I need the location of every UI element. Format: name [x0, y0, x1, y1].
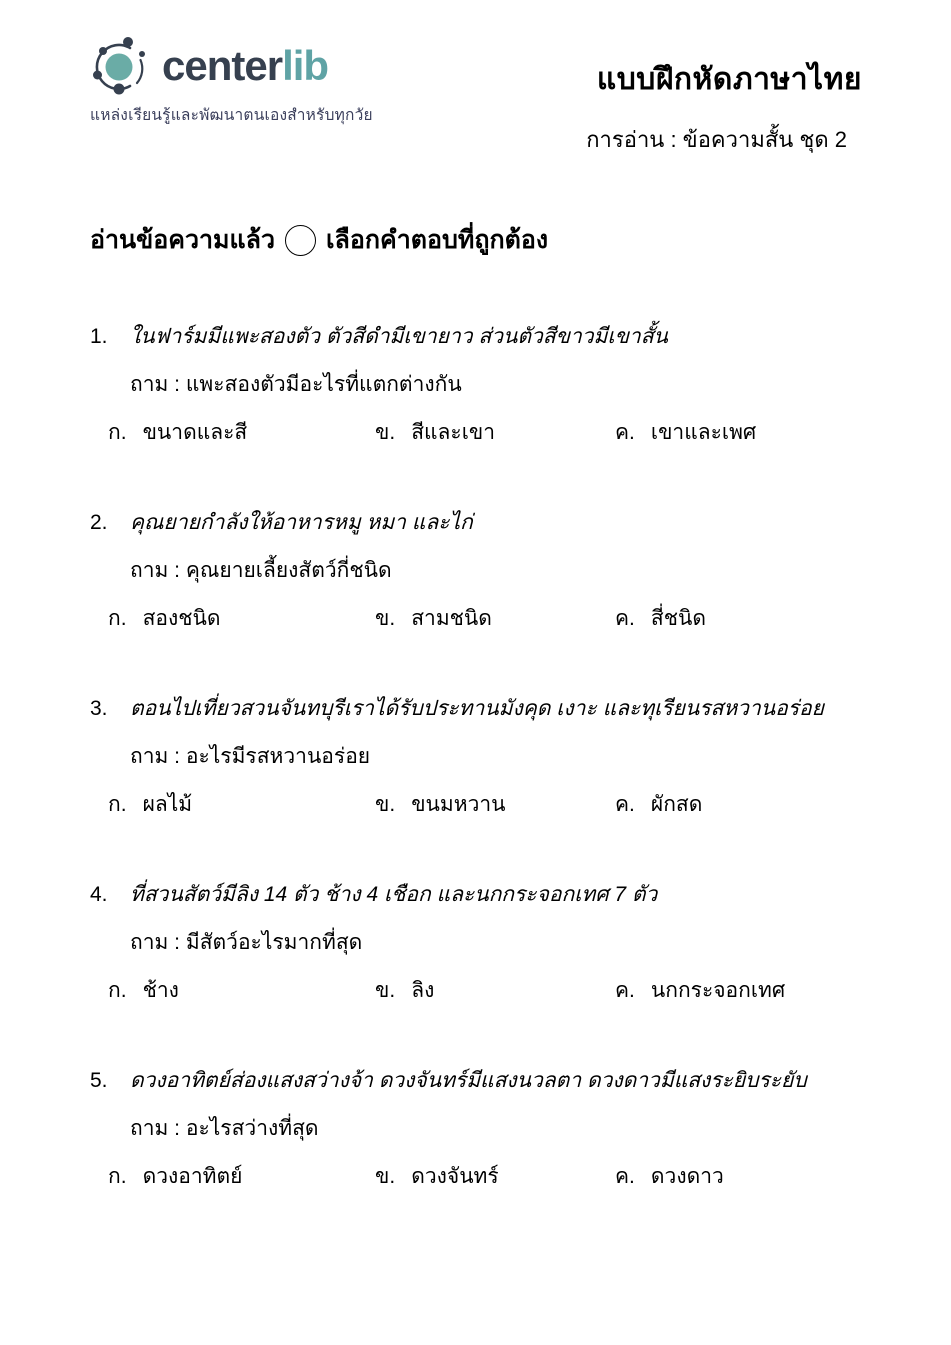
choice-b: [375, 790, 615, 820]
choice-label: ข.: [375, 607, 396, 630]
choice-label: ก.: [108, 1165, 127, 1188]
choice-a: [108, 418, 375, 448]
choice-c: [615, 418, 756, 448]
question-prompt: ถาม : อะไรสว่างที่สุด: [130, 1117, 319, 1140]
choice-a: [108, 976, 375, 1006]
choice-label: ก.: [108, 421, 127, 444]
question-prompt: ถาม : อะไรมีรสหวานอร่อย: [130, 745, 371, 768]
choice-label: ค.: [615, 979, 635, 1002]
question-5: [90, 1066, 901, 1192]
choice-text: ดวงจันทร์: [411, 1165, 499, 1188]
choice-text: ลิง: [411, 979, 435, 1002]
instruction-prefix: อ่านข้อความแล้ว: [90, 226, 275, 254]
brand-tagline: แหล่งเรียนรู้และพัฒนาตนเองสำหรับทุกวัย: [90, 107, 373, 124]
choice-b: [375, 1162, 615, 1192]
choice-text: สีและเขา: [411, 421, 496, 444]
question-2: [90, 508, 901, 634]
choice-text: ขนมหวาน: [411, 793, 506, 816]
choice-text: ผลไม้: [142, 793, 193, 816]
question-list: [90, 322, 901, 1252]
choice-c: [615, 790, 702, 820]
choices-row: [90, 1162, 901, 1192]
question-passage: คุณยายกำลังให้อาหารหมู หมา และไก่: [130, 511, 473, 534]
question-prompt: ถาม : มีสัตว์อะไรมากที่สุด: [130, 931, 363, 954]
document-subtitle: การอ่าน : ข้อความสั้น ชุด 2: [586, 127, 847, 152]
choices-row: [90, 418, 901, 448]
question-passage: ดวงอาทิตย์ส่องแสงสว่างจ้า ดวงจันทร์มีแสงนวลตา ดวงดาวมีแสงระยิบระยับ: [130, 1069, 807, 1092]
choice-a: [108, 604, 375, 634]
choice-text: นกกระจอกเทศ: [650, 979, 786, 1002]
choice-text: สามชนิด: [411, 607, 492, 630]
choice-label: ค.: [615, 607, 635, 630]
instruction-line: [90, 220, 548, 260]
question-prompt: ถาม : คุณยายเลี้ยงสัตว์กี่ชนิด: [130, 559, 392, 582]
question-number: 2.: [90, 511, 108, 534]
choices-row: [90, 790, 901, 820]
question-passage: ในฟาร์มมีแพะสองตัว ตัวสีดำมีเขายาว ส่วนตัวสีขาวมีเขาสั้น: [130, 325, 668, 348]
choice-label: ข.: [375, 793, 396, 816]
choices-row: [90, 976, 901, 1006]
brand-name-secondary: lib: [282, 42, 329, 89]
choice-text: ดวงอาทิตย์: [142, 1165, 243, 1188]
choice-text: สองชนิด: [142, 607, 221, 630]
choice-text: สี่ชนิด: [650, 607, 706, 630]
choices-row: [90, 604, 901, 634]
choice-label: ก.: [108, 793, 127, 816]
choice-text: ผักสด: [650, 793, 703, 816]
choice-label: ค.: [615, 421, 635, 444]
choice-label: ข.: [375, 421, 396, 444]
question-passage: ตอนไปเที่ยวสวนจันทบุรีเราได้รับประทานมังคุด เงาะ และทุเรียนรสหวานอร่อย: [130, 697, 824, 720]
question-number: 3.: [90, 697, 108, 720]
choice-text: ช้าง: [142, 979, 179, 1002]
document-title: แบบฝึกหัดภาษาไทย: [596, 63, 862, 96]
choice-b: [375, 976, 615, 1006]
choice-c: [615, 976, 785, 1006]
choice-label: ข.: [375, 979, 396, 1002]
question-3: [90, 694, 901, 820]
brand-name-primary: center: [162, 42, 283, 89]
choice-label: ก.: [108, 607, 127, 630]
question-number: 5.: [90, 1069, 108, 1092]
choice-b: [375, 418, 615, 448]
brand-name: [162, 42, 329, 89]
question-prompt: ถาม : แพะสองตัวมีอะไรที่แตกต่างกัน: [130, 373, 462, 396]
question-passage: ที่สวนสัตว์มีลิง 14 ตัว ช้าง 4 เชือก และนกกระจอกเทศ 7 ตัว: [130, 883, 658, 906]
centerlib-logo: [88, 34, 373, 127]
choice-label: ค.: [615, 1165, 635, 1188]
question-1: [90, 322, 901, 448]
question-number: 1.: [90, 325, 108, 348]
choice-c: [615, 1162, 724, 1192]
question-number: 4.: [90, 883, 108, 906]
centerlib-logo-icon: [88, 34, 156, 98]
choice-c: [615, 604, 706, 634]
choice-label: ก.: [108, 979, 127, 1002]
choice-b: [375, 604, 615, 634]
choice-label: ข.: [375, 1165, 396, 1188]
question-4: [90, 880, 901, 1006]
choice-a: [108, 790, 375, 820]
choice-text: ขนาดและสี: [142, 421, 248, 444]
choice-text: เขาและเพศ: [650, 421, 757, 444]
choice-text: ดวงดาว: [650, 1165, 724, 1188]
instruction-suffix: เลือกคำตอบที่ถูกต้อง: [326, 226, 549, 254]
answer-circle-icon: [285, 225, 316, 256]
choice-label: ค.: [615, 793, 635, 816]
choice-a: [108, 1162, 375, 1192]
